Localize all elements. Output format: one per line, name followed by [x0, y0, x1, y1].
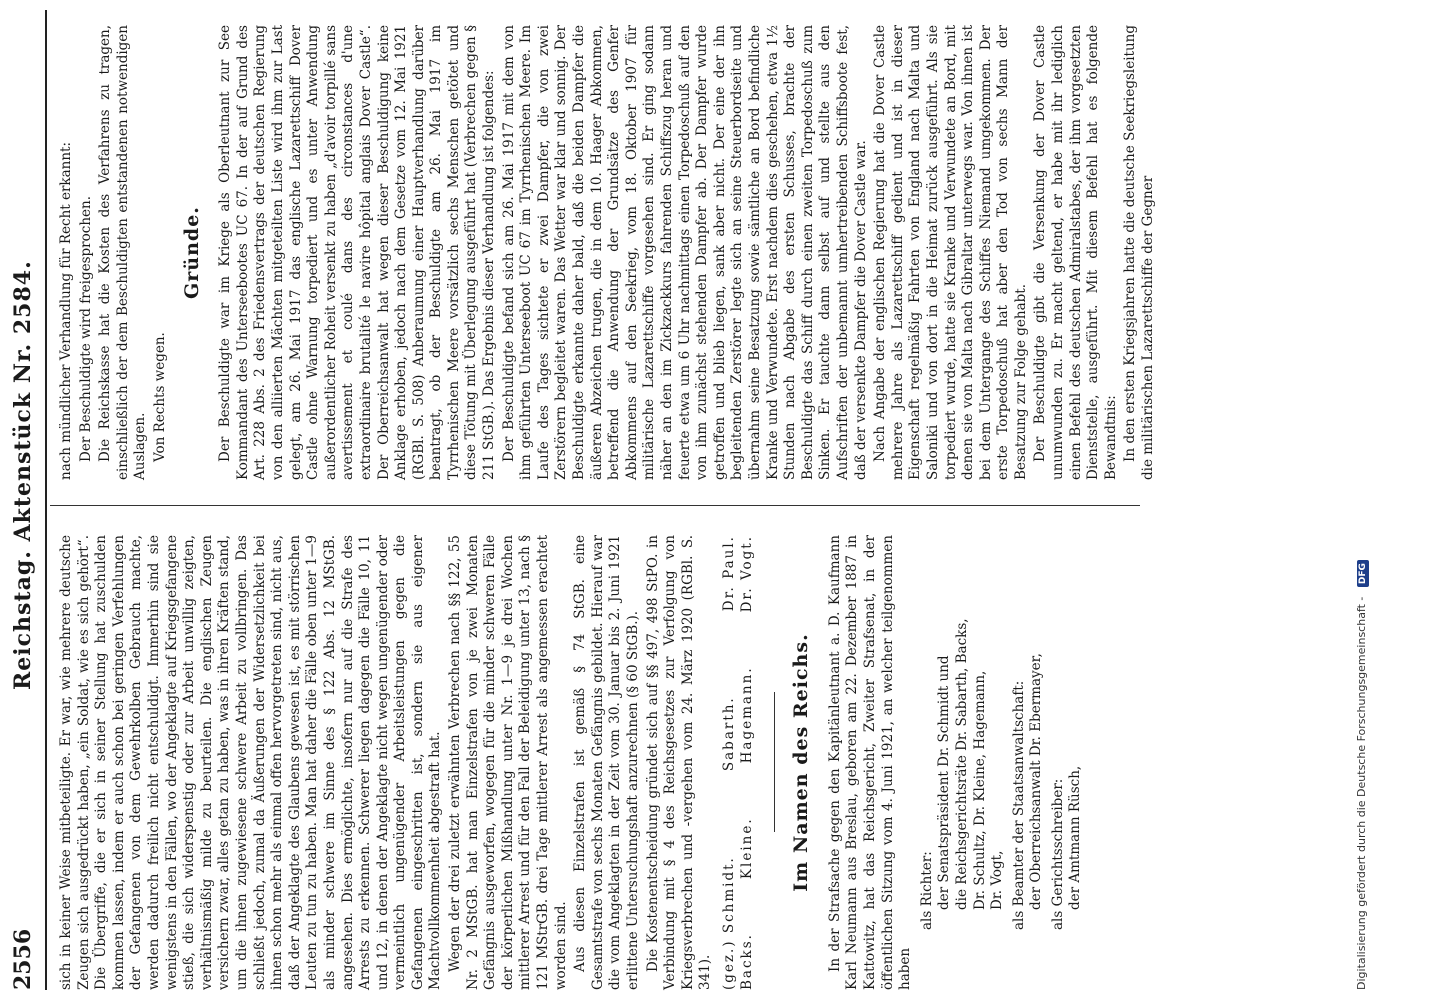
paragraph: Wegen der drei zuletzt erwähnten Verbrechen nach §§ 122, 55 Nr. 2 MStGB. hat man Einzelstrafen von je zwei Monaten Gefängnis ausgeworfen, wogegen für die minder schweren Fälle der körperlichen Mißhandlung unter Nr. 1—9 je drei Wochen mittlerer Arrest und für den Fall der Beleidigung unter 13, nach § 121 MStrGB. drei Tage mittlerer Arrest als angemessen erachtet worden sind. [447, 535, 569, 990]
paragraph: Der Beschuldigte wird freigesprochen. [77, 196, 94, 462]
signature-line [739, 535, 757, 990]
paragraph: Die Reichskasse hat die Kosten des Verfahrens zu tragen, einschließlich der dem Beschuldigten entstandenen notwendigen Auslagen. [97, 25, 149, 480]
paragraph: In der Strafsache gegen den Kapitänleutnant a. D. Kaufmann Karl Neumann aus Breslau, geboren am 22. Dezember 1887 in Kattowitz, hat das Reichsgericht, Zweiter Strafsenat, in der öffentlichen Sitzung vom 4. Juni 1921, an welcher teilgenommen haben [826, 535, 914, 990]
signature: Dr. Paul. [720, 535, 737, 612]
block-label: als Beamter der Staatsanwaltschaft: [1010, 680, 1027, 930]
paragraph: Nach Angabe der englischen Regierung hat die Dover Castle mehrere Jahre als Lazarettschiff gedient und ist in dieser Eigenschaft regelmäßig Fahrten von England nach Malta und Saloniki und von dort in die Heimat zurück ausgeführt. Als sie torpediert wurde, hatte sie Kranke und Verwundete an Bord, mit denen sie von Malta nach Gibraltar unterwegs war. Von ihnen ist bei dem Untergange des Schiffes Niemand umgekommen. Der erste Torpedoschuß hat aber den Tod von sechs Mann der Besatzung zur Folge gehabt. [872, 25, 1029, 480]
signatures [721, 535, 756, 990]
block-item: Dr. Vogt, [989, 850, 1006, 910]
credit-text: Digitalisierung gefördert durch die Deutsche Forschungsgemeinschaft - [1355, 596, 1368, 990]
block-label: als Richter: [918, 851, 935, 930]
block-item: der Senatspräsident Dr. Schmidt und [936, 655, 953, 910]
signature-line [721, 535, 739, 990]
left-column [58, 535, 1085, 990]
digitization-credit [1355, 10, 1369, 990]
signature: Dr. Vogt. [738, 535, 755, 613]
block-label: als Gerichtsschreiber: [1049, 778, 1066, 930]
block-item: die Reichsgerichtsräte Dr. Sabarth, Backs, [953, 618, 970, 910]
block-item: der Amtmann Rüsch, [1067, 765, 1084, 910]
signature: Kleine. [738, 817, 755, 880]
signature: Backs. [738, 933, 755, 990]
block-item: Dr. Schultz, Dr. Kleine, Hagemann, [971, 670, 988, 910]
section-heading: Im Namen des Reichs. [790, 633, 813, 892]
page-number: 2556 [10, 928, 36, 990]
paragraph: sich in keiner Weise mitbeteiligte. Er war, wie mehrere deutsche Zeugen sich ausgedrückt haben, „ein Soldat, wie es sich gehört“. Die Übergriffe, die er sich in seiner Stellung hat zuschulden kommen lassen, indem er auch schon bei geringen Verfehlungen der Gefangenen von dem Gewehrkolben Gebrauch machte, werden dadurch freilich nicht entschuldigt. Immerhin sind sie wenigstens in den Fällen, wo der Angeklagte auf Kriegsgefangene stieß, die sich widerspenstig oder zur Arbeit unwillig zeigten, verhältnismäßig milde zu beurteilen. Die englischen Zeugen versichern zwar, alles getan zu haben, was in ihren Kräften stand, um die ihnen zugewiesene schwere Arbeit zu vollbringen. Das schließt jedoch, zumal da Äußerungen der Widersetzlichkeit bei ihnen schon mehr als einmal offen hervorgetreten sind, nicht aus, daß der Angeklagte des Glaubens gewesen ist, es mit störrischen Leuten zu tun zu haben. Man hat daher die Fälle oben unter 1—9 als minder schwere im Sinne des § 122 Abs. 12 MStGB. angesehen. Dies ermöglichte, insofern nur auf die Strafe des Arrests zu erkennen. Schwerer liegen dagegen die Fälle 10, 11 und 12, in denen der Angeklagte nicht wegen ungenügender oder vermeintlich ungenügender Arbeitsleistungen gegen die Gefangenen eingeschritten ist, sondern sie aus eigener Machtvollkommenheit abgestraft hat. [58, 535, 444, 990]
paragraph: In den ersten Kriegsjahren hatte die deutsche Seekriegsleitung die militärischen Lazarettschiffe der Gegner [1122, 25, 1157, 480]
paragraph: Von Rechts wegen. [151, 332, 168, 462]
section-heading: Gründe. [180, 206, 203, 299]
header-rule [45, 10, 47, 990]
signature: Hagemann. [738, 666, 755, 764]
signature: (gez.) Schmidt. [720, 856, 737, 990]
paragraph: Aus diesen Einzelstrafen ist gemäß § 74 StGB. eine Gesamtstrafe von sechs Monaten Gefängnis gebildet. Hierauf war die vom Angeklagten in der Zeit vom 30. Januar bis 2. Juni 1921 erlittene Untersuchungshaft anzurechnen (§ 60 StGB.). [572, 535, 641, 990]
signature: Sabarth. [720, 696, 737, 772]
block-item: der Oberreichsanwalt Dr. Ebermayer, [1028, 653, 1045, 910]
right-column [58, 25, 1160, 480]
paragraph: Die Kostenentscheidung gründet sich auf §§ 497, 498 StPO. in Verbindung mit § 4 des Reichsgesetzes zur Verfolgung von Kriegsverbrechen und -vergehen vom 24. März 1920 (RGBl. S. 341). [644, 535, 714, 990]
paragraph: Der Beschuldigte war im Kriege als Oberleutnant zur See Kommandant des Unterseebootes UC 67. In der auf Grund des Art. 228 Abs. 2 des Friedensvertrags der deutschen Regierung von den alliierten Mächten mitgeteilten Liste wird ihm zur Last gelegt, am 26. Mai 1917 das englische Lazarettschiff Dover Castle ohne Warnung torpediert und es unter Anwendung außerordentlicher Roheit versenkt zu haben „d'avoir torpillé sans avertissement et coulé dans des circonstances d'une extraordinaire brutalité le navire hôpital anglais Dover Castle“. Der Oberreichsanwalt hat wegen dieser Beschuldigung keine Anklage erhoben, jedoch nach dem Gesetze vom 12. Mai 1921 (RGBl. S. 508) Anberaumung einer Hauptverhandlung darüber beantragt, ob der Beschuldigte am 26. Mai 1917 im Tyrrhenischen Meere vorsätzlich sechs Menschen getötet und diese Tötung mit Überlegung ausgeführt hat (Verbrechen gegen § 211 StGB.). Das Ergebnis dieser Verhandlung ist folgendes: [217, 25, 498, 480]
paragraph: Der Beschuldigte befand sich am 26. Mai 1917 mit dem von ihm geführten Unterseeboot UC 67 im Tyrrhenischen Meere. Im Laufe des Tages sichtete er zwei Dampfer, die von zwei Zerstörern begleitet waren. Das Wetter war klar und sonnig. Der Beschuldigte erkannte daher bald, daß die beiden Dampfer die äußeren Abzeichen trugen, die in dem 10. Haager Abkommen, betreffend die Anwendung der Grundsätze des Genfer Abkommens auf den Seekrieg, vom 18. Oktober 1907 für militärische Lazarettschiffe vorgesehen sind. Er ging sodann näher an den im Zickzackkurs fahrenden Schiffszug heran und feuerte etwa um 6 Uhr nachmittags einen Torpedoschuß auf den von ihm zunächst stehenden Dampfer ab. Der Dampfer wurde getroffen und blieb liegen, sank aber nicht. Der eine der ihn begleitenden Zerstörer legte sich an seine Steuerbordseite und übernahm seine Besatzung sowie sämtliche an Bord befindliche Kranke und Verwundete. Erst nachdem dies geschehen, etwa 1½ Stunden nach Abgabe des ersten Schusses, brachte der Beschuldigte das Schiff durch einen zweiten Torpedoschuß zum Sinken. Er tauchte dann selbst auf und stellte aus den Aufschriften der unbemannt umhertreibenden Schiffsboote fest, daß der versenkte Dampfer die Dover Castle war. [500, 25, 869, 480]
paragraph: Der Beschuldigte gibt die Versenkung der Dover Castle unumwunden zu. Er macht geltend, er habe mit ihr lediglich einen Befehl des deutschen Admiralstabes, der ihm vorgesetzten Dienststelle, ausgeführt. Mit diesem Befehl hat es folgende Bewandtnis: [1032, 25, 1119, 480]
column-divider [50, 505, 1140, 506]
dfg-logo: DFG [1357, 560, 1369, 587]
page-header [10, 20, 40, 990]
running-title: Reichstag. Aktenstück Nr. 2584. [10, 260, 36, 690]
paragraph: nach mündlicher Verhandlung für Recht erkannt: [58, 141, 74, 480]
section-divider [774, 693, 775, 833]
